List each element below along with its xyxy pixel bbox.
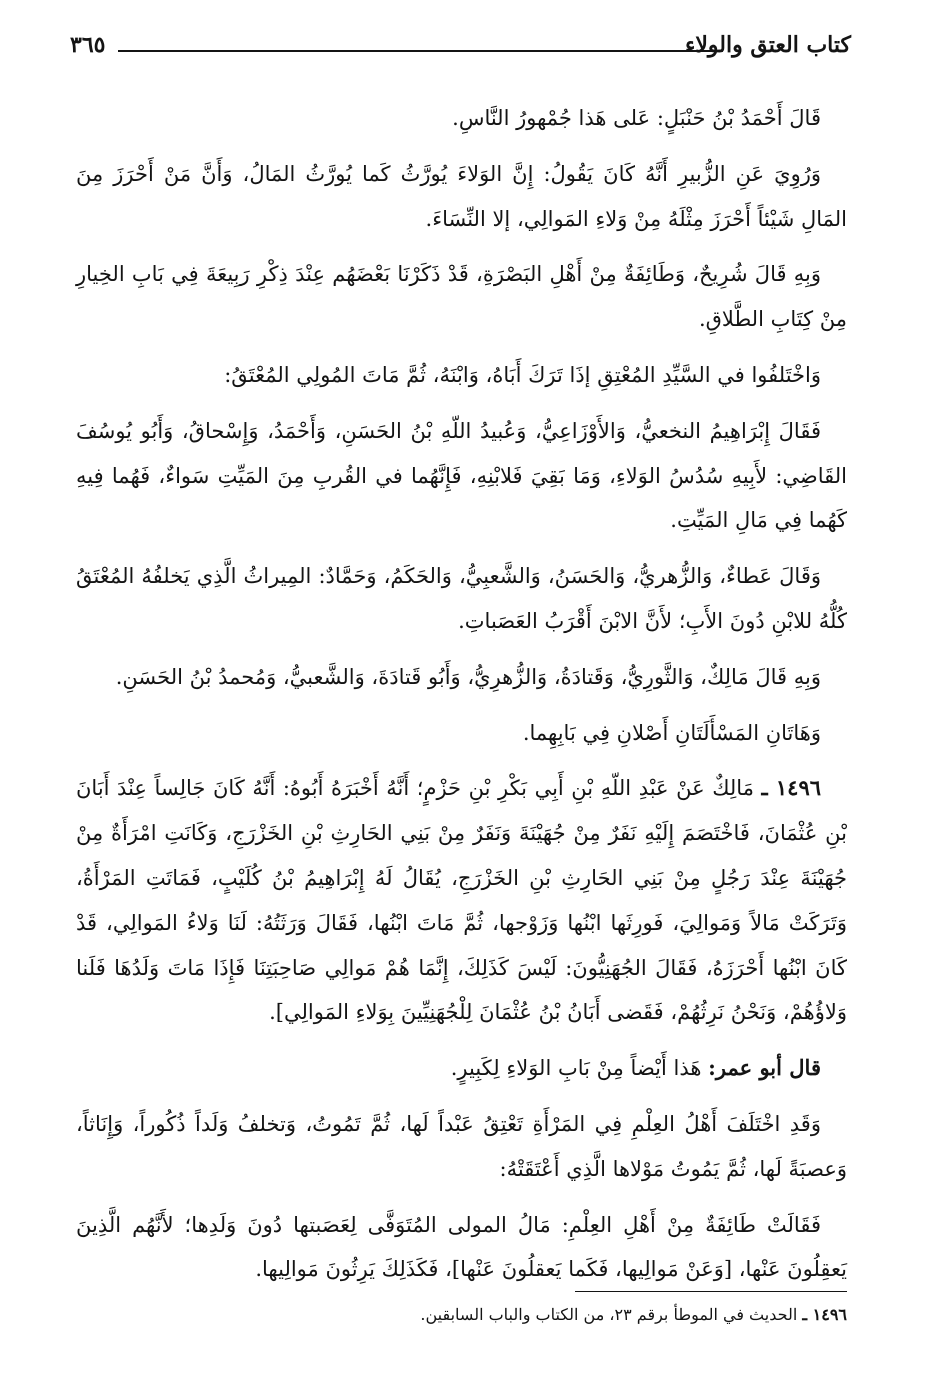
paragraph-text: فَقَالَتْ طَائِفَةٌ مِنْ أَهْلِ العِلْمِ: مَالُ المولى المُتَوَفَّى لِعَصَبتها دُونَ وَلَدِها؛ لأَنَّهُم الَّذِينَ يَعقِلُونَ عَنْها، [وَعَنْ مَوالِيها، فَكَما يَعقلُونَ عَنْها]، فَكَذَلِكَ يَرِثُونَ مَوالِيها. <box>76 1212 847 1282</box>
paragraph <box>76 252 847 342</box>
header-rule <box>118 50 723 52</box>
page-number: ٣٦٥ <box>70 32 106 58</box>
speaker-label: قال أبو عمر: <box>708 1055 821 1081</box>
paragraph <box>76 554 847 644</box>
paragraph-text: فَقَالَ إِبْرَاهِيمُ النخعيُّ، وَالأَوْزَاعِيُّ، وَعُبيدُ اللّهِ بْنُ الحَسَنِ، وَأَحْمَدُ، وَإِسْحاقُ، وَأَبُو يُوسُفَ القَاضِي: لأَبِيهِ سُدُسُ الوَلاءِ، وَمَا بَقِيَ فَلابْنِهِ، فَإِنَّهُما في القُربِ مِنَ المَيِّتِ سَواءٌ، فَهُما فِيهِ كَهُما فِي مَالِ المَيِّتِ. <box>76 418 847 533</box>
paragraph <box>76 152 847 242</box>
paragraph-text: مَالِكٌ عَنْ عَبْدِ اللّهِ بْنِ أَبِي بَكْرِ بْنِ حَزْمٍ؛ أَنَّهُ أَخْبَرَهُ أَبُوهُ: أَنَّهُ كَانَ جَالِساً عِنْدَ أَبَانَ بْنِ عُثْمَانَ، فَاخْتَصَمَ إِلَيْهِ نَفَرٌ مِنْ جُهَيْنَةَ وَنَفَرٌ مِنْ بَنِي الحَارِثِ بْنِ الخَزْرَجِ، وَكَانَتِ امْرَأَةٌ مِنْ جُهَيْنَةَ عِنْدَ رَجُلٍ مِنْ بَنِي الحَارِثِ بْنِ الخَزْرَجِ، يُقَالُ لَهُ إِبْرَاهِيمُ بْنُ كُلَيْبٍ، فَمَاتَتِ المَرْأَةُ، وَتَرَكَتْ مَالاً وَمَوالِيَ، فَورِثَها ابْنُها وَزَوْجها، ثُمَّ مَاتَ ابْنُها، فَقَالَ وَرَثَتُهُ: لَنَا وَلاءُ المَوالِي، قَدْ كَانَ ابْنُها أَحْرَزَهُ، فَقَالَ الجُهَنِيُّونَ: لَيْسَ كَذَلِكَ، إِنَّمَا هُمْ مَوالِي صَاحِبَتِنَا فَإِذَا مَاتَ وَلَدُهَا فَلَنا وَلاؤُهُمْ، وَنَحْنُ نَرِثُهُمْ، فَقَضى أَبَانُ بْنُ عُثْمَانَ لِلْجُهَنِيِّينَ بِوَلاءِ المَوالِي]. <box>76 776 847 1025</box>
page-header <box>70 30 851 64</box>
paragraph <box>76 353 847 398</box>
running-title: كتاب العتق والولاء <box>685 32 851 58</box>
paragraph-text: وَقَالَ عَطاءٌ، وَالزُّهريُّ، وَالحَسَنُ، وَالشَّعبِيُّ، وَالحَكَمُ، وَحَمَّادٌ: المِيراثُ الَّذِي يَخلفُهُ المُعْتَقُ كُلُّهُ للابْنِ دُونَ الأَبِ؛ لأَنَّ الابْنَ أَقْرَبُ العَصَباتِ. <box>76 564 847 633</box>
paragraph-text: قَالَ أَحْمَدُ بْنُ حَنْبَلٍ: عَلى هَذا جُمْهورُ النَّاسِ. <box>452 106 821 130</box>
footnote-rule <box>575 1291 847 1292</box>
paragraph <box>76 1203 847 1293</box>
paragraph-text: وَقَدِ اخْتَلَفَ أَهْلُ العِلْمِ فِي المَرْأَةِ تَعْتِقُ عَبْداً لَها، ثُمَّ تَمُوتُ، وَتخلفُ وَلَداً ذُكُوراً، وَإِنَاثاً، وَعصبَةً لَها، ثُمَّ يَمُوتُ مَوْلاها الَّذِي أَعْتَقَتْهُ: <box>76 1111 847 1181</box>
paragraph <box>76 711 847 756</box>
paragraph-text: وَبِهِ قَالَ شُرِيحٌ، وَطَائِفَةٌ مِنْ أَهْلِ البَصْرَةِ، قَدْ ذَكَرْنَا بَعْضَهُم عِنْدَ ذِكْرِ رَبِيعَةَ فِي بَابِ الخِيارِ مِنْ كِتَابِ الطَّلاقِ. <box>76 262 847 332</box>
footnote-number: ١٤٩٦ ـ <box>802 1305 847 1324</box>
paragraph <box>76 1102 847 1192</box>
paragraph <box>76 1046 847 1091</box>
hadith-number: ١٤٩٦ ـ <box>761 775 822 801</box>
paragraph <box>76 655 847 700</box>
paragraph-text: هَذا أَيْضاً مِنْ بَابِ الوَلاءِ لِكَبِيرٍ. <box>450 1056 702 1081</box>
paragraph-text: وَبِهِ قَالَ مَالِكٌ، وَالثَّورِيُّ، وَقَتادَةُ، وَالزُّهرِيُّ، وَأَبُو قَتادَةَ، وَالشَّعبيُّ، وَمُحمدُ بْنُ الحَسَنِ. <box>115 664 821 689</box>
paragraph <box>76 409 847 543</box>
footnote-text: الحديث في الموطأ برقم ٢٣، من الكتاب والباب السابقين. <box>420 1305 798 1324</box>
paragraph-text: وَرُوِيَ عَنِ الزُّبيرِ أَنَّهُ كَانَ يَقُولُ: إِنَّ الوَلاءَ يُورَّثُ كَما يُورَّثُ المَالُ، وَأَنَّ مَنْ أَحْرَزَ مِنَ المَالِ شَيْئاً أَحْرَزَ مِثْلَهُ مِنْ وَلاءِ المَوالِي، إلا النِّسَاءَ. <box>76 161 847 231</box>
main-text <box>76 96 847 1303</box>
paragraph-text: وَاخْتَلفُوا في السَّيِّدِ المُعْتِقِ إذَا تَرَكَ أَبَاهُ، وَابْنَهُ، ثُمَّ مَاتَ المُولِي المُعْتَقُ: <box>224 362 821 387</box>
paragraph-text: وَهَاتَانِ المَسْأَلَتَانِ أَصْلانِ فِي بَابِهِما. <box>522 720 821 745</box>
paragraph <box>76 96 847 141</box>
footnote <box>76 1302 847 1328</box>
hadith-paragraph <box>76 766 847 1035</box>
